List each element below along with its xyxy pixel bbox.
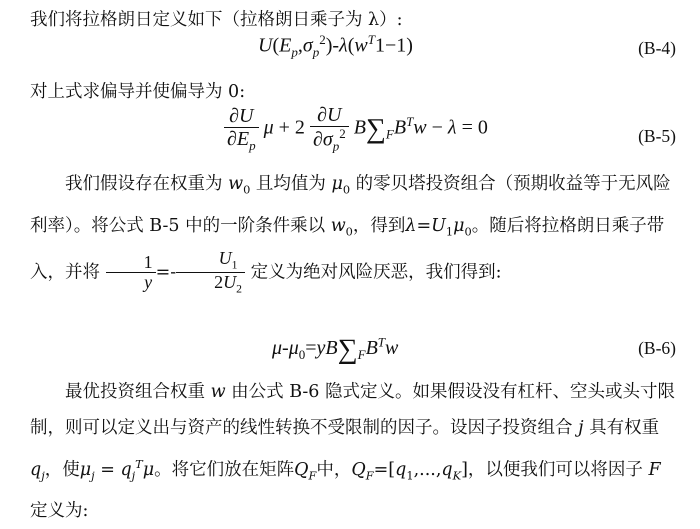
- intro-lagrange-text: 我们将拉格朗日定义如下（拉格朗日乘子为 λ）:: [30, 10, 403, 30]
- equation-b5: $\frac{\partial U}{\partial E_p}$ μ + 2 $\frac{\partial U}{\partial\sigma_p^2}$ $B\sum_FB^Tw - \lambda = 0$: [224, 104, 488, 154]
- equation-b4-tag: (B-4): [638, 38, 676, 58]
- partial-derivative-text: 对上式求偏导并使偏导为 0:: [30, 82, 246, 102]
- equation-b6: $\mu-\mu_0=yB\sum_FB^Tw$: [272, 334, 399, 365]
- factor-definition-paragraph: 最优投资组合权重 w 由公式 B-6 隐式定义。如果假设没有杠杆、空头或头寸限制，则可以定义出与资产的线性转换不受限制的因子。设因子投资组合 j 具有权重 $q_j$，使$\mu_j = q_j^T\mu$。将它们放在矩阵$Q_F$中，$Q_F=[q_1,...,q_K]$，以便我们可以将因子 F 定义为:: [30, 382, 675, 522]
- equation-b5-tag: (B-5): [638, 126, 676, 146]
- zero-beta-paragraph: 我们假设存在权重为 $w_0$ 且均值为 $\mu_0$ 的零贝塔投资组合（预期收益等于无风险利率）。将公式 B-5 中的一阶条件乘以 $w_0$，得到$\lambda=U_1\mu_0$。随后将拉格朗日乘子带入，并将 $\frac{1}{y}$ =- $\frac{U_1}{2U_2}$ 定义为绝对风险厌恶，我们得到:: [30, 174, 671, 297]
- equation-b4: $U(E_p,\sigma_p^2)-\lambda(w^T1-1)$: [258, 32, 413, 60]
- equation-b6-tag: (B-6): [638, 338, 676, 358]
